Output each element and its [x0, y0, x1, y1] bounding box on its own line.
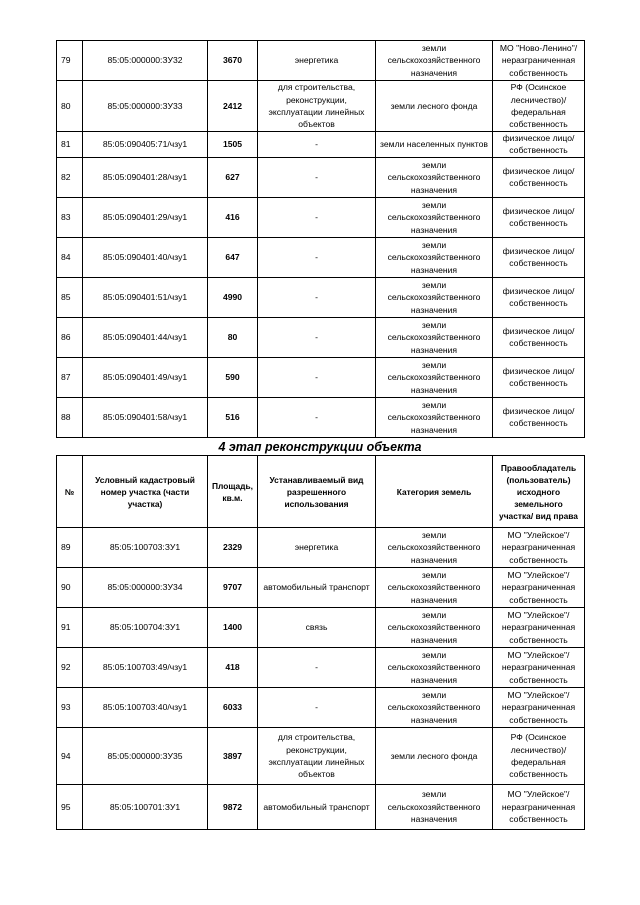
- row-number: 86: [57, 317, 83, 357]
- permitted-use: -: [258, 132, 376, 158]
- header-row: [57, 456, 585, 528]
- land-category: земли сельскохозяйственного назначения: [376, 277, 493, 317]
- row-number: 82: [57, 157, 83, 197]
- header-no: №: [57, 456, 83, 528]
- row-number: 85: [57, 277, 83, 317]
- area-value: 418: [208, 648, 258, 688]
- cadastral-number: 85:05:100704:ЗУ1: [83, 608, 208, 648]
- cadastral-number: 85:05:090401:58/чзу1: [83, 397, 208, 437]
- owner-right: физическое лицо/ собственность: [493, 157, 585, 197]
- cadastral-number: 85:05:090405:71/чзу1: [83, 132, 208, 158]
- area-value: 516: [208, 397, 258, 437]
- row-number: 81: [57, 132, 83, 158]
- permitted-use: -: [258, 648, 376, 688]
- area-value: 647: [208, 237, 258, 277]
- permitted-use: -: [258, 317, 376, 357]
- table-row: [57, 568, 585, 608]
- owner-right: МО "Улейское"/ неразграниченная собственность: [493, 568, 585, 608]
- cadastral-number: 85:05:000000:ЗУ35: [83, 728, 208, 785]
- table-row: [57, 81, 585, 132]
- land-category: земли сельскохозяйственного назначения: [376, 397, 493, 437]
- table-row: [57, 157, 585, 197]
- table-row: [57, 132, 585, 158]
- row-number: 92: [57, 648, 83, 688]
- owner-right: физическое лицо/ собственность: [493, 277, 585, 317]
- row-number: 94: [57, 728, 83, 785]
- land-category: земли лесного фонда: [376, 81, 493, 132]
- land-category: земли сельскохозяйственного назначения: [376, 197, 493, 237]
- table-row: [57, 785, 585, 830]
- area-value: 590: [208, 357, 258, 397]
- header-cadastral-number: Условный кадастровый номер участка (части участка): [83, 456, 208, 528]
- owner-right: физическое лицо/ собственность: [493, 132, 585, 158]
- parcels-table-body: [57, 528, 585, 830]
- table-row: [57, 277, 585, 317]
- area-value: 9872: [208, 785, 258, 830]
- cadastral-number: 85:05:090401:40/чзу1: [83, 237, 208, 277]
- owner-right: МО "Улейское"/ неразграниченная собственность: [493, 688, 585, 728]
- owner-right: МО "Улейское"/ неразграниченная собственность: [493, 648, 585, 688]
- table-row: [57, 528, 585, 568]
- cadastral-number: 85:05:100701:ЗУ1: [83, 785, 208, 830]
- area-value: 3670: [208, 41, 258, 81]
- permitted-use: связь: [258, 608, 376, 648]
- land-category: земли сельскохозяйственного назначения: [376, 608, 493, 648]
- table-row: [57, 317, 585, 357]
- area-value: 1505: [208, 132, 258, 158]
- permitted-use: для строительства, реконструкции, эксплуатации линейных объектов: [258, 81, 376, 132]
- owner-right: МО "Улейское"/ неразграниченная собственность: [493, 528, 585, 568]
- land-category: земли населенных пунктов: [376, 132, 493, 158]
- table-row: [57, 41, 585, 81]
- land-category: земли сельскохозяйственного назначения: [376, 317, 493, 357]
- table-header: [57, 456, 585, 528]
- row-number: 83: [57, 197, 83, 237]
- row-number: 80: [57, 81, 83, 132]
- permitted-use: -: [258, 397, 376, 437]
- land-category: земли сельскохозяйственного назначения: [376, 568, 493, 608]
- table-row: [57, 237, 585, 277]
- cadastral-number: 85:05:100703:ЗУ1: [83, 528, 208, 568]
- table-row: [57, 608, 585, 648]
- cadastral-number: 85:05:000000:ЗУ33: [83, 81, 208, 132]
- permitted-use: энергетика: [258, 528, 376, 568]
- permitted-use: автомобильный транспорт: [258, 785, 376, 830]
- owner-right: МО "Улейское"/ неразграниченная собственность: [493, 608, 585, 648]
- cadastral-number: 85:05:000000:ЗУ34: [83, 568, 208, 608]
- permitted-use: -: [258, 237, 376, 277]
- header-land-category: Категория земель: [376, 456, 493, 528]
- owner-right: МО "Ново-Ленино"/ неразграниченная собственность: [493, 41, 585, 81]
- land-category: земли сельскохозяйственного назначения: [376, 41, 493, 81]
- row-number: 90: [57, 568, 83, 608]
- land-category: земли сельскохозяйственного назначения: [376, 785, 493, 830]
- owner-right: РФ (Осинское лесничество)/ федеральная собственность: [493, 728, 585, 785]
- land-category: земли сельскохозяйственного назначения: [376, 237, 493, 277]
- row-number: 89: [57, 528, 83, 568]
- permitted-use: для строительства, реконструкции, эксплуатации линейных объектов: [258, 728, 376, 785]
- area-value: 6033: [208, 688, 258, 728]
- land-category: земли сельскохозяйственного назначения: [376, 688, 493, 728]
- permitted-use: -: [258, 357, 376, 397]
- owner-right: физическое лицо/ собственность: [493, 237, 585, 277]
- owner-right: МО "Улейское"/ неразграниченная собственность: [493, 785, 585, 830]
- parcels-table-body: [57, 41, 585, 438]
- permitted-use: -: [258, 277, 376, 317]
- row-number: 88: [57, 397, 83, 437]
- parcels-table-stage-3-continued: [56, 40, 585, 438]
- area-value: 4990: [208, 277, 258, 317]
- land-category: земли лесного фонда: [376, 728, 493, 785]
- row-number: 79: [57, 41, 83, 81]
- area-value: 2412: [208, 81, 258, 132]
- permitted-use: -: [258, 157, 376, 197]
- cadastral-number: 85:05:090401:29/чзу1: [83, 197, 208, 237]
- header-area: Площадь, кв.м.: [208, 456, 258, 528]
- section-title: 4 этап реконструкции объекта: [218, 440, 422, 454]
- cadastral-number: 85:05:090401:44/чзу1: [83, 317, 208, 357]
- permitted-use: энергетика: [258, 41, 376, 81]
- cadastral-number: 85:05:000000:ЗУ32: [83, 41, 208, 81]
- row-number: 93: [57, 688, 83, 728]
- area-value: 1400: [208, 608, 258, 648]
- table-row: [57, 728, 585, 785]
- header-permitted-use: Устанавливаемый вид разрешенного использования: [258, 456, 376, 528]
- area-value: 627: [208, 157, 258, 197]
- area-value: 416: [208, 197, 258, 237]
- table-row: [57, 648, 585, 688]
- area-value: 80: [208, 317, 258, 357]
- land-category: земли сельскохозяйственного назначения: [376, 357, 493, 397]
- permitted-use: -: [258, 688, 376, 728]
- land-category: земли сельскохозяйственного назначения: [376, 157, 493, 197]
- owner-right: физическое лицо/ собственность: [493, 397, 585, 437]
- row-number: 84: [57, 237, 83, 277]
- table-row: [57, 397, 585, 437]
- area-value: 9707: [208, 568, 258, 608]
- cadastral-number: 85:05:090401:49/чзу1: [83, 357, 208, 397]
- owner-right: физическое лицо/ собственность: [493, 197, 585, 237]
- owner-right: физическое лицо/ собственность: [493, 357, 585, 397]
- owner-right: РФ (Осинское лесничество)/ федеральная собственность: [493, 81, 585, 132]
- row-number: 87: [57, 357, 83, 397]
- cadastral-number: 85:05:090401:28/чзу1: [83, 157, 208, 197]
- land-category: земли сельскохозяйственного назначения: [376, 648, 493, 688]
- table-row: [57, 688, 585, 728]
- table-row: [57, 197, 585, 237]
- cadastral-number: 85:05:090401:51/чзу1: [83, 277, 208, 317]
- land-category: земли сельскохозяйственного назначения: [376, 528, 493, 568]
- cadastral-number: 85:05:100703:40/чзу1: [83, 688, 208, 728]
- area-value: 2329: [208, 528, 258, 568]
- row-number: 95: [57, 785, 83, 830]
- cadastral-number: 85:05:100703:49/чзу1: [83, 648, 208, 688]
- area-value: 3897: [208, 728, 258, 785]
- owner-right: физическое лицо/ собственность: [493, 317, 585, 357]
- parcels-table-stage-4: [56, 455, 585, 830]
- permitted-use: автомобильный транспорт: [258, 568, 376, 608]
- permitted-use: -: [258, 197, 376, 237]
- table-row: [57, 357, 585, 397]
- row-number: 91: [57, 608, 83, 648]
- header-owner: Правообладатель (пользователь) исходного земельного участка/ вид права: [493, 456, 585, 528]
